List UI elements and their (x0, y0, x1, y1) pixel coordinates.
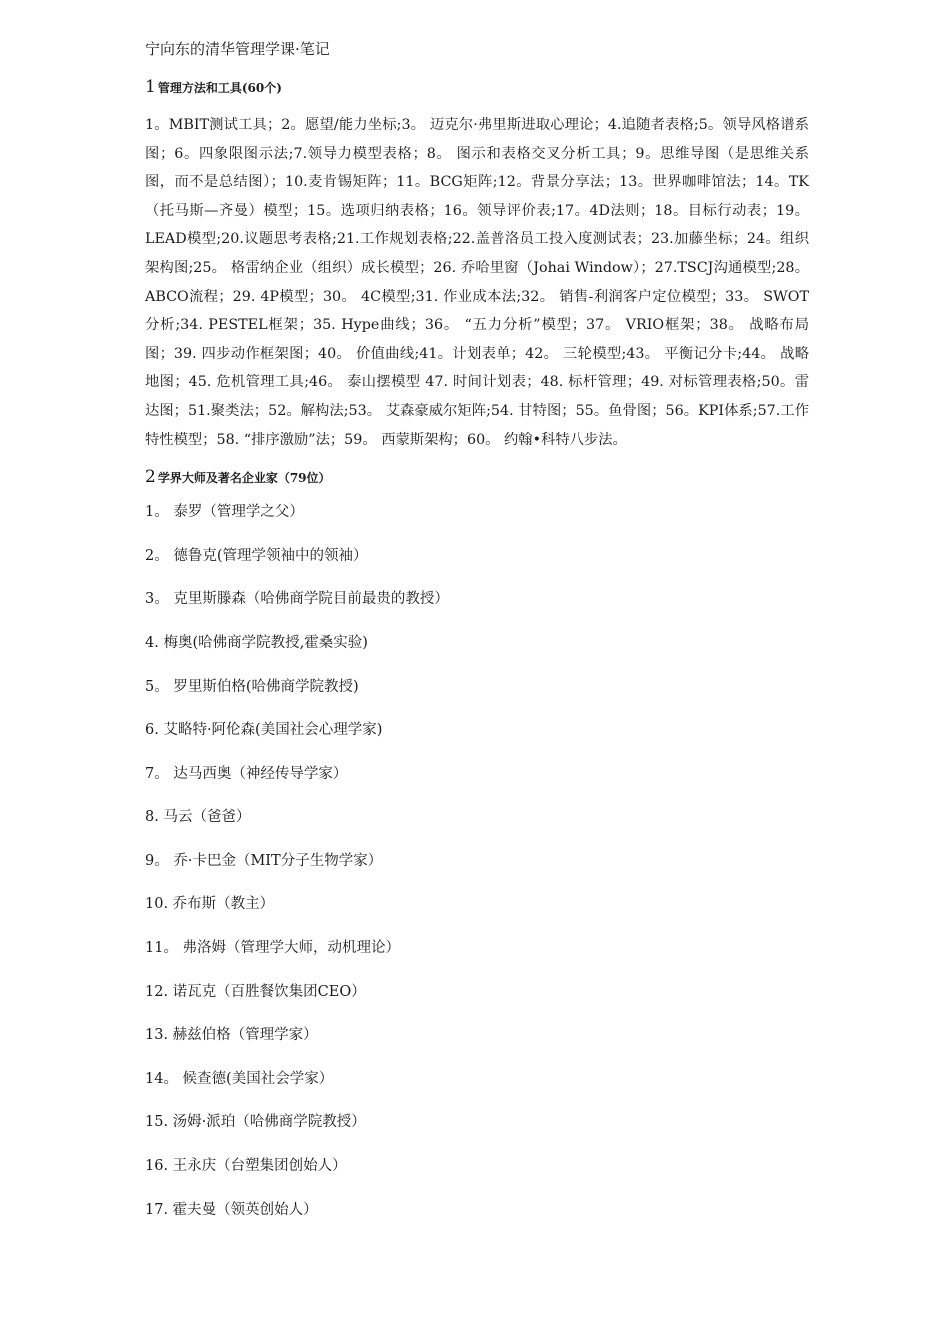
list-item: 7。 达马西奥（神经传导学家） (145, 765, 348, 782)
section-1-title: 管理方法和工具(60个) (157, 81, 282, 95)
list-item: 14。 候查德(美国社会学家） (145, 1070, 334, 1087)
list-item: 15. 汤姆·派珀（哈佛商学院教授） (145, 1114, 366, 1131)
document-title: 宁向东的清华管理学课·笔记 (145, 40, 330, 58)
masters-list (145, 501, 809, 1221)
tools-list-paragraph: 1。MBIT测试工具；2。愿望/能力坐标;3。 迈克尔·弗里斯进取心理论；4.追随者表格;5。领导风格谱系图；6。四象限图示法;7.领导力模型表格；8。 图示和表格交叉分析工具；9。思维导图（是思维关系图，而不是总结图）；10.麦肯锡矩阵；11。BCG矩阵;12。背景分享法；13。世界咖啡馆法；14。TK（托马斯—齐曼）模型；15。选项归纳表格；16。领导评价表;17。4D法则；18。目标行动表；19。LEAD模型;20.议题思考表格;21.工作规划表格;22.盖普洛员工投入度测试表；23.加藤坐标；24。组织架构图;25。 格雷纳企业（组织）成长模型；26. 乔哈里窗（Johai Window）；27.TSCJ沟通模型;28。 ABCO流程；29. 4P模型；30。 4C模型;31. 作业成本法;32。 销售-利润客户定位模型；33。 SWOT分析;34. PESTEL框架；35. Hype曲线；36。 “五力分析”模型；37。 VRIO框架；38。 战略布局图；39. 四步动作框架图；40。 价值曲线;41。计划表单；42。 三轮模型;43。 平衡记分卡;44。 战略地图；45. 危机管理工具;46。 泰山摆模型 47. 时间计划表；48. 标杆管理；49. 对标管理表格;50。雷达图；51.聚类法；52。解构法;53。 艾森豪威尔矩阵;54. 甘特图；55。鱼骨图；56。KPI体系;57.工作特性模型；58. “排序激励”法；59。 西蒙斯架构；60。 约翰•科特八步法。 (145, 117, 809, 448)
list-item: 17. 霍夫曼（领英创始人） (145, 1201, 318, 1218)
list-item: 8. 马云（爸爸） (145, 809, 251, 826)
section-2-number: 2 (145, 467, 156, 488)
list-item: 6. 艾略特·阿伦森(美国社会心理学家) (145, 722, 383, 739)
section-2-heading (145, 466, 809, 489)
section-2-title: 学界大师及著名企业家（79位） (157, 471, 331, 486)
list-item: 11。 弗洛姆（管理学大师，动机理论） (145, 940, 401, 957)
section-1-number: 1 (145, 77, 156, 97)
list-item: 10. 乔布斯（教主） (145, 896, 275, 913)
list-item: 4. 梅奥(哈佛商学院教授,霍桑实验) (145, 634, 368, 651)
list-item: 5。 罗里斯伯格(哈佛商学院教授) (145, 678, 359, 695)
list-item: 1。 泰罗（管理学之父） (145, 504, 304, 521)
list-item: 13. 赫兹伯格（管理学家） (145, 1027, 318, 1044)
section-1-heading (145, 76, 809, 99)
list-item: 16. 王永庆（台塑集团创始人） (145, 1158, 347, 1175)
list-item: 2。 德鲁克(管理学领袖中的领袖） (145, 547, 368, 564)
document-page (145, 36, 809, 1242)
list-item: 9。 乔·卡巴金（MIT分子生物学家） (145, 852, 383, 869)
list-item: 3。 克里斯滕森（哈佛商学院目前最贵的教授） (145, 591, 449, 608)
list-item: 12. 诺瓦克（百胜餐饮集团CEO） (145, 983, 366, 1000)
